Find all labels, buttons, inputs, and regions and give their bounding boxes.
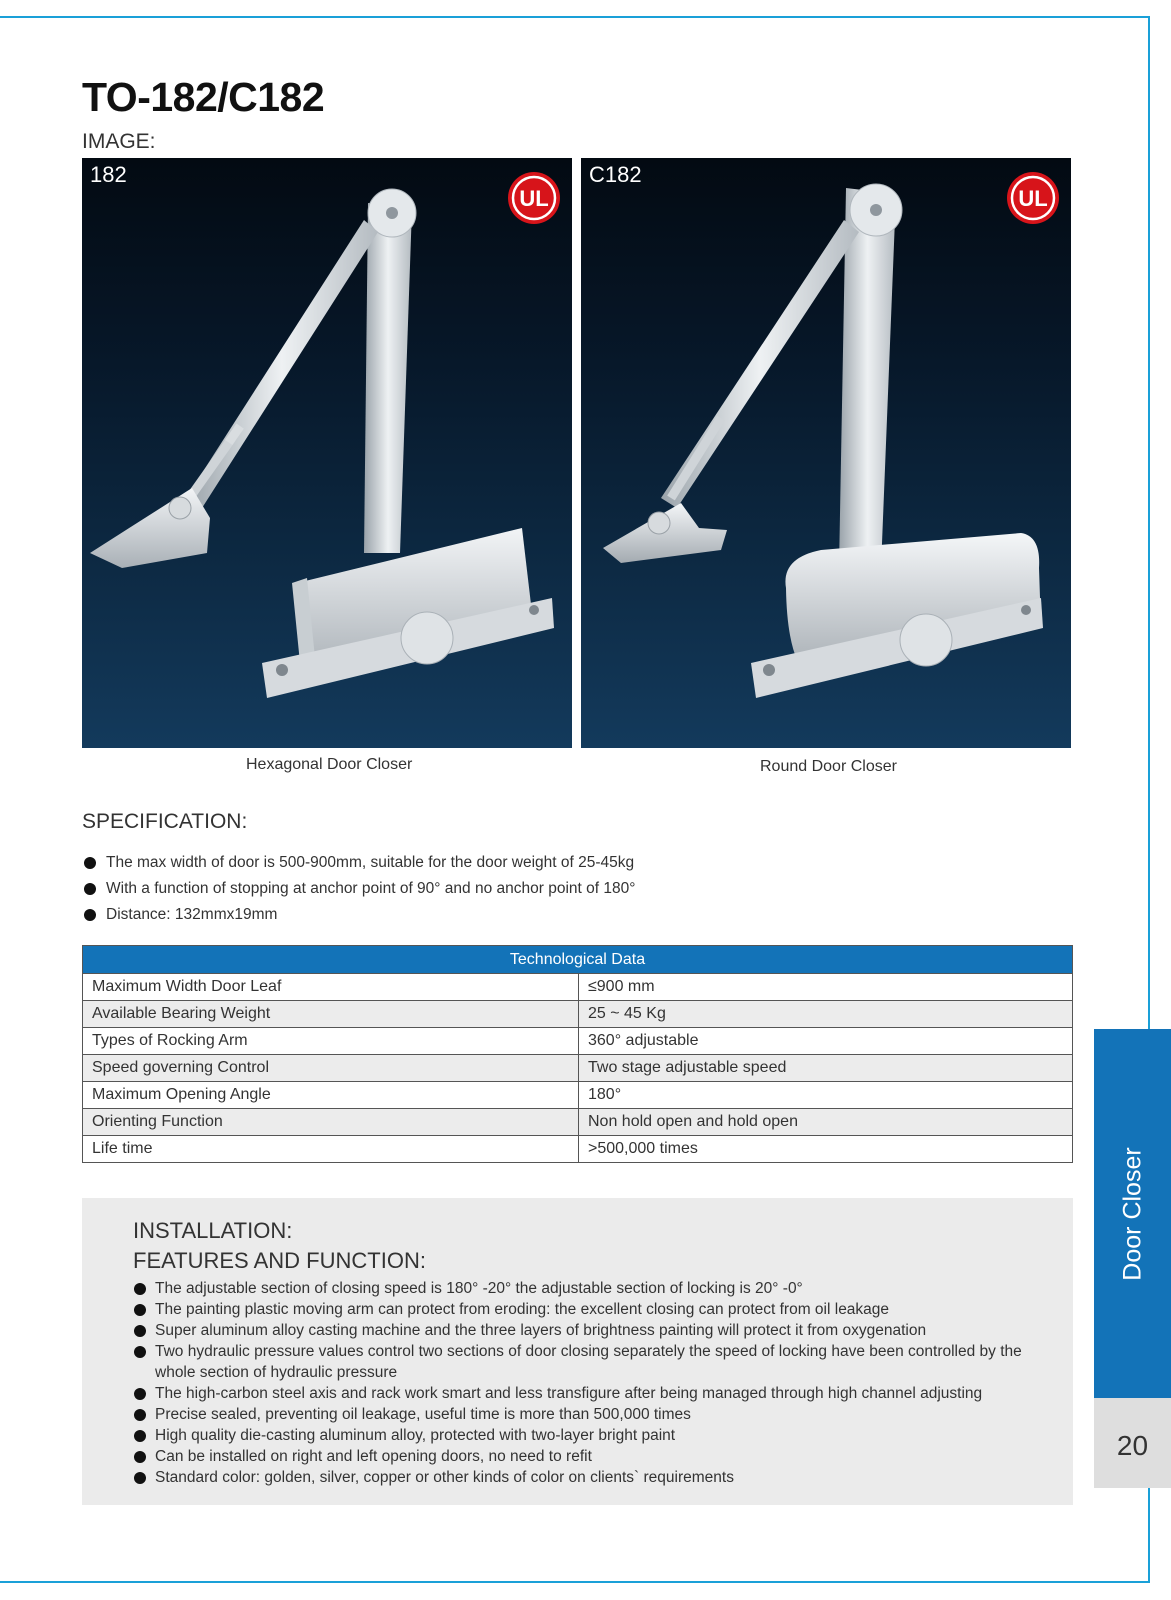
- feature-item: High quality die-casting aluminum alloy, protected with two-layer bright paint: [133, 1425, 1033, 1446]
- table-cell-label: Available Bearing Weight: [83, 1001, 579, 1028]
- ul-certification-icon: [1005, 170, 1061, 226]
- page-number: 20: [1116, 1430, 1149, 1461]
- table-row: [83, 1028, 1073, 1055]
- section-side-tab-label: Door Closer: [1118, 1146, 1146, 1281]
- image-label: IMAGE:: [82, 130, 156, 153]
- features-heading: FEATURES AND FUNCTION:: [133, 1248, 426, 1273]
- specification-item: Distance: 132mmx19mm: [82, 902, 635, 928]
- feature-item: Standard color: golden, silver, copper or other kinds of color on clients` requirements: [133, 1467, 1033, 1488]
- table-cell-value: 25 ~ 45 Kg: [579, 1001, 1073, 1028]
- features-list: [133, 1278, 1033, 1488]
- table-cell-value: ≤900 mm: [579, 974, 1073, 1001]
- page-title: TO-182/C182: [82, 74, 325, 120]
- table-cell-value: Two stage adjustable speed: [579, 1055, 1073, 1082]
- table-cell-label: Types of Rocking Arm: [83, 1028, 579, 1055]
- specification-list: [82, 850, 635, 928]
- table-row: [83, 1001, 1073, 1028]
- table-cell-label: Maximum Opening Angle: [83, 1082, 579, 1109]
- table-cell-value: 360° adjustable: [579, 1028, 1073, 1055]
- table-row: [83, 1055, 1073, 1082]
- caption-round-door-closer: Round Door Closer: [760, 758, 897, 775]
- table-row: [83, 1109, 1073, 1136]
- door-closer-round-illustration: [581, 158, 1071, 748]
- product-image-c182: [581, 158, 1071, 748]
- specification-heading: SPECIFICATION:: [82, 810, 248, 833]
- technological-data-table: [82, 945, 1073, 1163]
- table-row: [83, 974, 1073, 1001]
- feature-item: Super aluminum alloy casting machine and the three layers of brightness painting will protect it from oxygenation: [133, 1320, 1033, 1341]
- svg-text:UL: UL: [519, 186, 549, 211]
- feature-item: The high-carbon steel axis and rack work smart and less transfigure after being managed through high channel adjusting: [133, 1383, 1033, 1404]
- installation-panel: [82, 1198, 1073, 1505]
- feature-item: The painting plastic moving arm can protect from eroding: the excellent closing can protect from oil leakage: [133, 1299, 1033, 1320]
- feature-item: Can be installed on right and left opening doors, no need to refit: [133, 1446, 1033, 1467]
- table-cell-label: Speed governing Control: [83, 1055, 579, 1082]
- table-row: [83, 1136, 1073, 1163]
- image-tag-c182: C182: [589, 162, 642, 187]
- table-cell-label: Maximum Width Door Leaf: [83, 974, 579, 1001]
- feature-item: The adjustable section of closing speed is 180° -20° the adjustable section of locking is 20° -0°: [133, 1278, 1033, 1299]
- svg-text:UL: UL: [1018, 186, 1048, 211]
- section-side-tab: [1094, 1029, 1171, 1398]
- feature-item: Two hydraulic pressure values control two sections of door closing separately the speed of locking have been controlled by the whole section of hydraulic pressure: [133, 1341, 1033, 1383]
- specification-item: The max width of door is 500-900mm, suitable for the door weight of 25-45kg: [82, 850, 635, 876]
- table-row: [83, 1082, 1073, 1109]
- image-tag-182: 182: [90, 162, 127, 187]
- specification-item: With a function of stopping at anchor point of 90° and no anchor point of 180°: [82, 876, 635, 902]
- caption-hexagonal-door-closer: Hexagonal Door Closer: [246, 756, 413, 773]
- table-cell-value: >500,000 times: [579, 1136, 1073, 1163]
- door-closer-hexagonal-illustration: [82, 158, 572, 748]
- table-cell-value: 180°: [579, 1082, 1073, 1109]
- table-header: Technological Data: [83, 946, 1073, 974]
- product-image-182: [82, 158, 572, 748]
- table-cell-value: Non hold open and hold open: [579, 1109, 1073, 1136]
- page-number-box: [1094, 1398, 1171, 1488]
- ul-certification-icon: [506, 170, 562, 226]
- table-cell-label: Orienting Function: [83, 1109, 579, 1136]
- table-cell-label: Life time: [83, 1136, 579, 1163]
- installation-heading: INSTALLATION:: [133, 1218, 293, 1243]
- feature-item: Precise sealed, preventing oil leakage, useful time is more than 500,000 times: [133, 1404, 1033, 1425]
